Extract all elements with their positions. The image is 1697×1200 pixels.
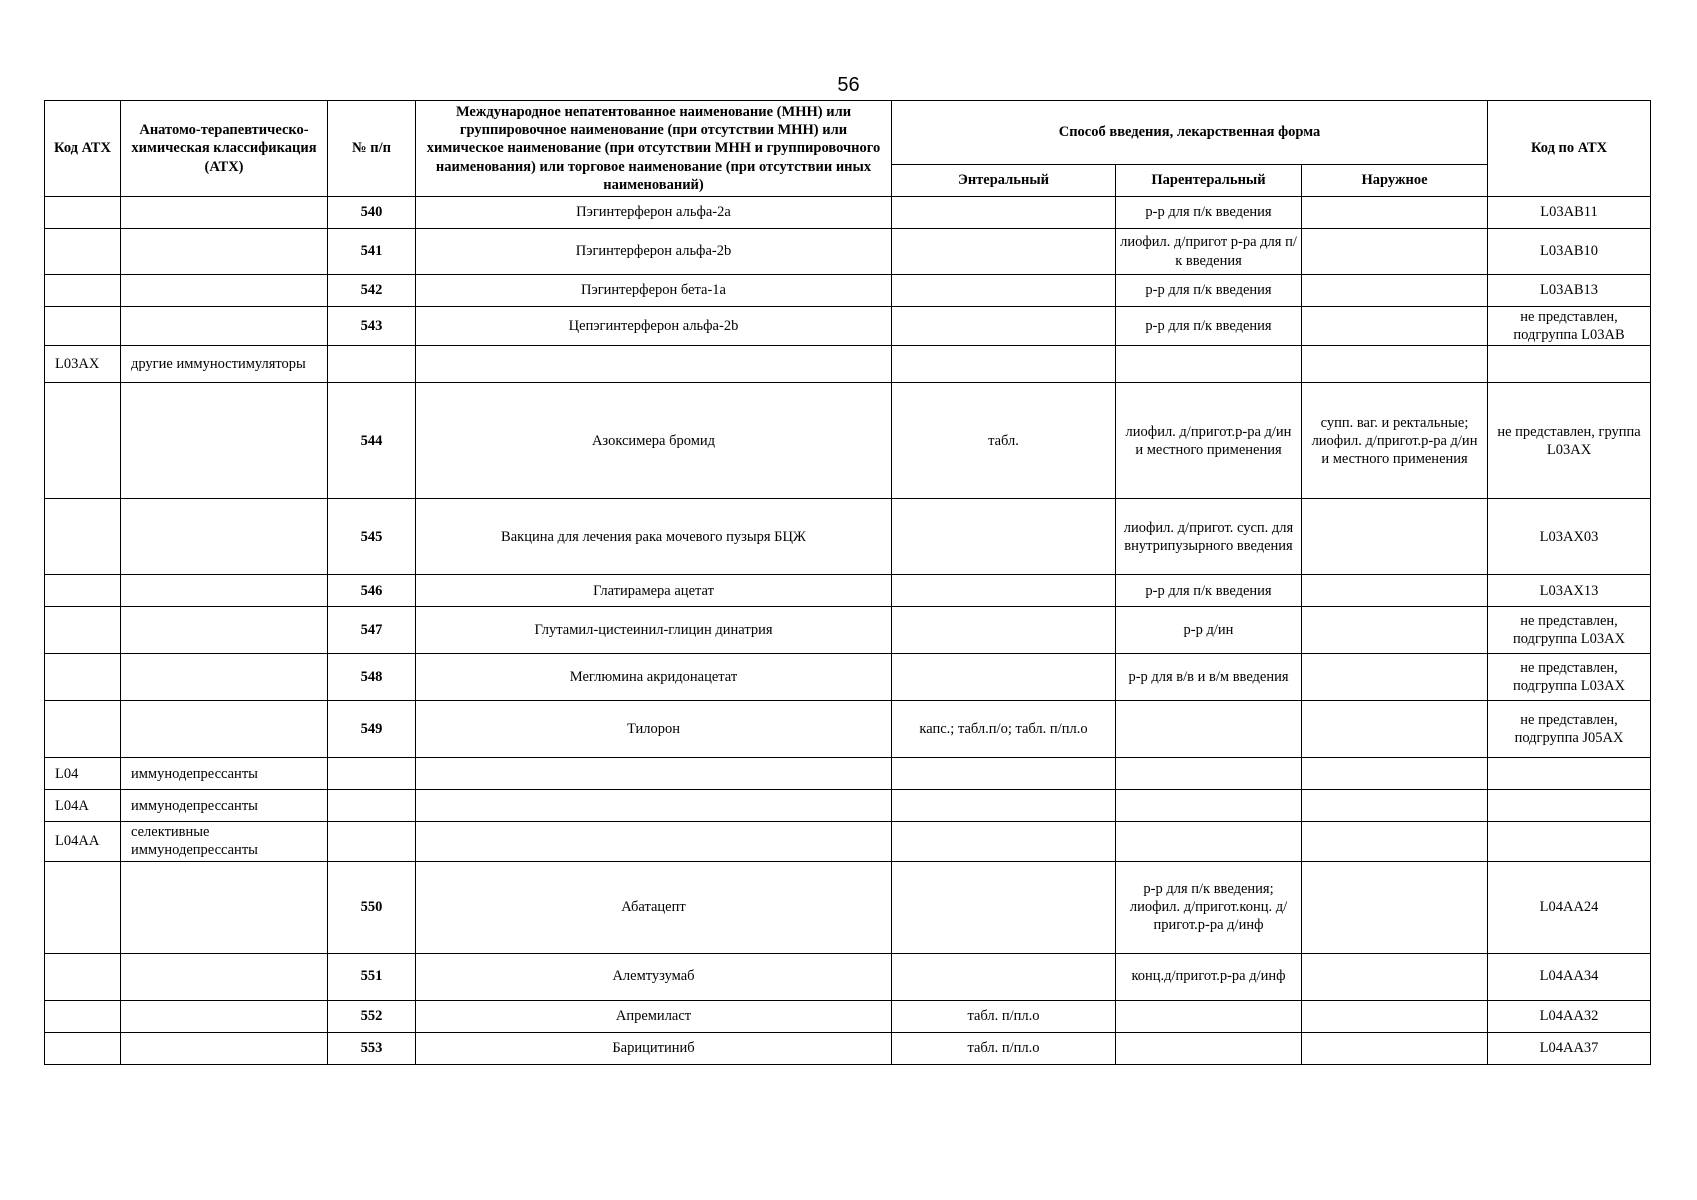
header-parenteral: Парентеральный [1116, 165, 1302, 197]
enteral-form-cell [892, 575, 1116, 607]
row-number-cell: 545 [328, 499, 416, 575]
row-number-cell [328, 346, 416, 383]
external-form-cell [1302, 499, 1488, 575]
table-row [45, 383, 1651, 499]
table-row [45, 229, 1651, 275]
enteral-form-cell: капс.; табл.п/о; табл. п/пл.о [892, 701, 1116, 758]
atc-code-cell: L03AX [45, 346, 121, 383]
enteral-form-cell [892, 346, 1116, 383]
atc-classification-cell [121, 307, 328, 346]
header-enteral: Энтеральный [892, 165, 1116, 197]
atc-classification-cell [121, 275, 328, 307]
external-form-cell [1302, 1032, 1488, 1064]
atc-code-cell [45, 861, 121, 953]
table-row [45, 1032, 1651, 1064]
external-form-cell [1302, 953, 1488, 1000]
atc-classification-cell [121, 499, 328, 575]
drug-name-cell [416, 346, 892, 383]
drug-name-cell: Азоксимера бромид [416, 383, 892, 499]
table-row [45, 499, 1651, 575]
atc-ref-cell: L04AA24 [1488, 861, 1651, 953]
row-number-cell: 548 [328, 654, 416, 701]
atc-ref-cell: не представлен, подгруппа L03AB [1488, 307, 1651, 346]
drug-name-cell: Пэгинтерферон бета-1a [416, 275, 892, 307]
drug-name-cell [416, 822, 892, 861]
drug-name-cell: Вакцина для лечения рака мочевого пузыря БЦЖ [416, 499, 892, 575]
page-number: 56 [837, 74, 860, 96]
parenteral-form-cell [1116, 1000, 1302, 1032]
atc-ref-cell [1488, 790, 1651, 822]
atc-classification-cell [121, 607, 328, 654]
drug-name-cell: Алемтузумаб [416, 953, 892, 1000]
external-form-cell [1302, 654, 1488, 701]
row-number-cell: 547 [328, 607, 416, 654]
parenteral-form-cell [1116, 701, 1302, 758]
atc-code-cell [45, 1000, 121, 1032]
atc-classification-cell [121, 953, 328, 1000]
atc-ref-cell: L03AB13 [1488, 275, 1651, 307]
external-form-cell [1302, 861, 1488, 953]
header-external: Наружное [1302, 165, 1488, 197]
atc-code-cell [45, 953, 121, 1000]
external-form-cell [1302, 822, 1488, 861]
atc-ref-cell [1488, 758, 1651, 790]
table-row [45, 861, 1651, 953]
drug-name-cell: Абатацепт [416, 861, 892, 953]
enteral-form-cell [892, 275, 1116, 307]
atc-classification-cell [121, 197, 328, 229]
table-body [45, 197, 1651, 1065]
atc-classification-cell [121, 229, 328, 275]
enteral-form-cell: табл. п/пл.о [892, 1032, 1116, 1064]
table-row [45, 758, 1651, 790]
table-row [45, 275, 1651, 307]
atc-code-cell [45, 307, 121, 346]
row-number-cell: 544 [328, 383, 416, 499]
enteral-form-cell [892, 499, 1116, 575]
parenteral-form-cell [1116, 1032, 1302, 1064]
atc-ref-cell: не представлен, подгруппа L03AX [1488, 607, 1651, 654]
table-row [45, 1000, 1651, 1032]
parenteral-form-cell: р-р для п/к введения [1116, 575, 1302, 607]
table-row [45, 701, 1651, 758]
external-form-cell [1302, 307, 1488, 346]
external-form-cell [1302, 575, 1488, 607]
atc-code-cell [45, 701, 121, 758]
atc-classification-cell [121, 701, 328, 758]
enteral-form-cell [892, 861, 1116, 953]
table-row [45, 346, 1651, 383]
drug-name-cell: Апремиласт [416, 1000, 892, 1032]
atc-classification-cell [121, 1000, 328, 1032]
table-row [45, 790, 1651, 822]
drug-name-cell: Пэгинтерферон альфа-2b [416, 229, 892, 275]
drug-table [44, 100, 1651, 1065]
atc-classification-cell: иммунодепрессанты [121, 790, 328, 822]
header-drug-name: Международное непатентованное наименование (МНН) или группировочное наименование (при отсутствии МНН) или химическое наименование (при отсутствии МНН и группировочного наименования) или торговое наименование (при отсутствии иных наименований) [416, 101, 892, 197]
row-number-cell: 543 [328, 307, 416, 346]
external-form-cell: супп. ваг. и ректальные; лиофил. д/пригот.р-ра д/ин и местного применения [1302, 383, 1488, 499]
enteral-form-cell: табл. п/пл.о [892, 1000, 1116, 1032]
parenteral-form-cell: р-р для в/в и в/м введения [1116, 654, 1302, 701]
table-row [45, 822, 1651, 861]
row-number-cell [328, 758, 416, 790]
atc-code-cell [45, 1032, 121, 1064]
parenteral-form-cell: конц.д/пригот.р-ра д/инф [1116, 953, 1302, 1000]
table-row [45, 654, 1651, 701]
enteral-form-cell [892, 607, 1116, 654]
parenteral-form-cell [1116, 790, 1302, 822]
enteral-form-cell: табл. [892, 383, 1116, 499]
enteral-form-cell [892, 953, 1116, 1000]
external-form-cell [1302, 197, 1488, 229]
atc-code-cell: L04A [45, 790, 121, 822]
external-form-cell [1302, 607, 1488, 654]
header-number: № п/п [328, 101, 416, 197]
atc-code-cell: L04AA [45, 822, 121, 861]
drug-name-cell: Меглюмина акридонацетат [416, 654, 892, 701]
external-form-cell [1302, 346, 1488, 383]
atc-code-cell [45, 383, 121, 499]
atc-classification-cell: иммунодепрессанты [121, 758, 328, 790]
drug-name-cell: Тилорон [416, 701, 892, 758]
drug-name-cell [416, 758, 892, 790]
row-number-cell: 546 [328, 575, 416, 607]
table-row [45, 307, 1651, 346]
parenteral-form-cell: р-р для п/к введения; лиофил. д/пригот.конц. д/пригот.р-ра д/инф [1116, 861, 1302, 953]
enteral-form-cell [892, 790, 1116, 822]
atc-code-cell [45, 607, 121, 654]
atc-ref-cell: L04AA37 [1488, 1032, 1651, 1064]
atc-classification-cell [121, 654, 328, 701]
atc-ref-cell: L04AA34 [1488, 953, 1651, 1000]
atc-ref-cell: не представлен, подгруппа J05AX [1488, 701, 1651, 758]
drug-name-cell [416, 790, 892, 822]
atc-classification-cell [121, 383, 328, 499]
row-number-cell: 551 [328, 953, 416, 1000]
enteral-form-cell [892, 822, 1116, 861]
parenteral-form-cell: лиофил. д/пригот р-ра для п/к введения [1116, 229, 1302, 275]
enteral-form-cell [892, 229, 1116, 275]
header-atc-code: Код АТХ [45, 101, 121, 197]
parenteral-form-cell: лиофил. д/пригот. сусп. для внутрипузырного введения [1116, 499, 1302, 575]
row-number-cell: 540 [328, 197, 416, 229]
atc-code-cell: L04 [45, 758, 121, 790]
row-number-cell: 541 [328, 229, 416, 275]
drug-name-cell: Барицитиниб [416, 1032, 892, 1064]
parenteral-form-cell: р-р д/ин [1116, 607, 1302, 654]
row-number-cell: 549 [328, 701, 416, 758]
atc-classification-cell: селективные иммунодепрессанты [121, 822, 328, 861]
atc-ref-cell: не представлен, подгруппа L03AX [1488, 654, 1651, 701]
atc-ref-cell: не представлен, группа L03AX [1488, 383, 1651, 499]
atc-code-cell [45, 197, 121, 229]
enteral-form-cell [892, 654, 1116, 701]
enteral-form-cell [892, 197, 1116, 229]
parenteral-form-cell [1116, 822, 1302, 861]
parenteral-form-cell: р-р для п/к введения [1116, 197, 1302, 229]
atc-classification-cell [121, 1032, 328, 1064]
row-number-cell [328, 822, 416, 861]
atc-classification-cell [121, 861, 328, 953]
parenteral-form-cell: лиофил. д/пригот.р-ра д/ин и местного применения [1116, 383, 1302, 499]
external-form-cell [1302, 275, 1488, 307]
enteral-form-cell [892, 307, 1116, 346]
atc-ref-cell [1488, 346, 1651, 383]
enteral-form-cell [892, 758, 1116, 790]
header-route: Способ введения, лекарственная форма [892, 101, 1488, 165]
external-form-cell [1302, 758, 1488, 790]
table-row [45, 197, 1651, 229]
atc-ref-cell: L03AX03 [1488, 499, 1651, 575]
external-form-cell [1302, 1000, 1488, 1032]
parenteral-form-cell: р-р для п/к введения [1116, 307, 1302, 346]
row-number-cell: 553 [328, 1032, 416, 1064]
table-row [45, 607, 1651, 654]
atc-classification-cell: другие иммуностимуляторы [121, 346, 328, 383]
atc-ref-cell: L04AA32 [1488, 1000, 1651, 1032]
atc-ref-cell [1488, 822, 1651, 861]
atc-classification-cell [121, 575, 328, 607]
row-number-cell: 552 [328, 1000, 416, 1032]
parenteral-form-cell [1116, 346, 1302, 383]
parenteral-form-cell: р-р для п/к введения [1116, 275, 1302, 307]
drug-name-cell: Глутамил-цистеинил-глицин динатрия [416, 607, 892, 654]
external-form-cell [1302, 229, 1488, 275]
atc-code-cell [45, 275, 121, 307]
row-number-cell: 542 [328, 275, 416, 307]
drug-name-cell: Цепэгинтерферон альфа-2b [416, 307, 892, 346]
atc-code-cell [45, 499, 121, 575]
drug-name-cell: Пэгинтерферон альфа-2a [416, 197, 892, 229]
drug-name-cell: Глатирамера ацетат [416, 575, 892, 607]
header-atc-ref: Код по АТХ [1488, 101, 1651, 197]
atc-code-cell [45, 575, 121, 607]
atc-ref-cell: L03AX13 [1488, 575, 1651, 607]
external-form-cell [1302, 790, 1488, 822]
atc-code-cell [45, 654, 121, 701]
header-atc-classification: Анатомо-терапевтическо-химическая классификация (АТХ) [121, 101, 328, 197]
table-row [45, 575, 1651, 607]
external-form-cell [1302, 701, 1488, 758]
table-row [45, 953, 1651, 1000]
parenteral-form-cell [1116, 758, 1302, 790]
row-number-cell [328, 790, 416, 822]
atc-code-cell [45, 229, 121, 275]
atc-ref-cell: L03AB11 [1488, 197, 1651, 229]
atc-ref-cell: L03AB10 [1488, 229, 1651, 275]
row-number-cell: 550 [328, 861, 416, 953]
